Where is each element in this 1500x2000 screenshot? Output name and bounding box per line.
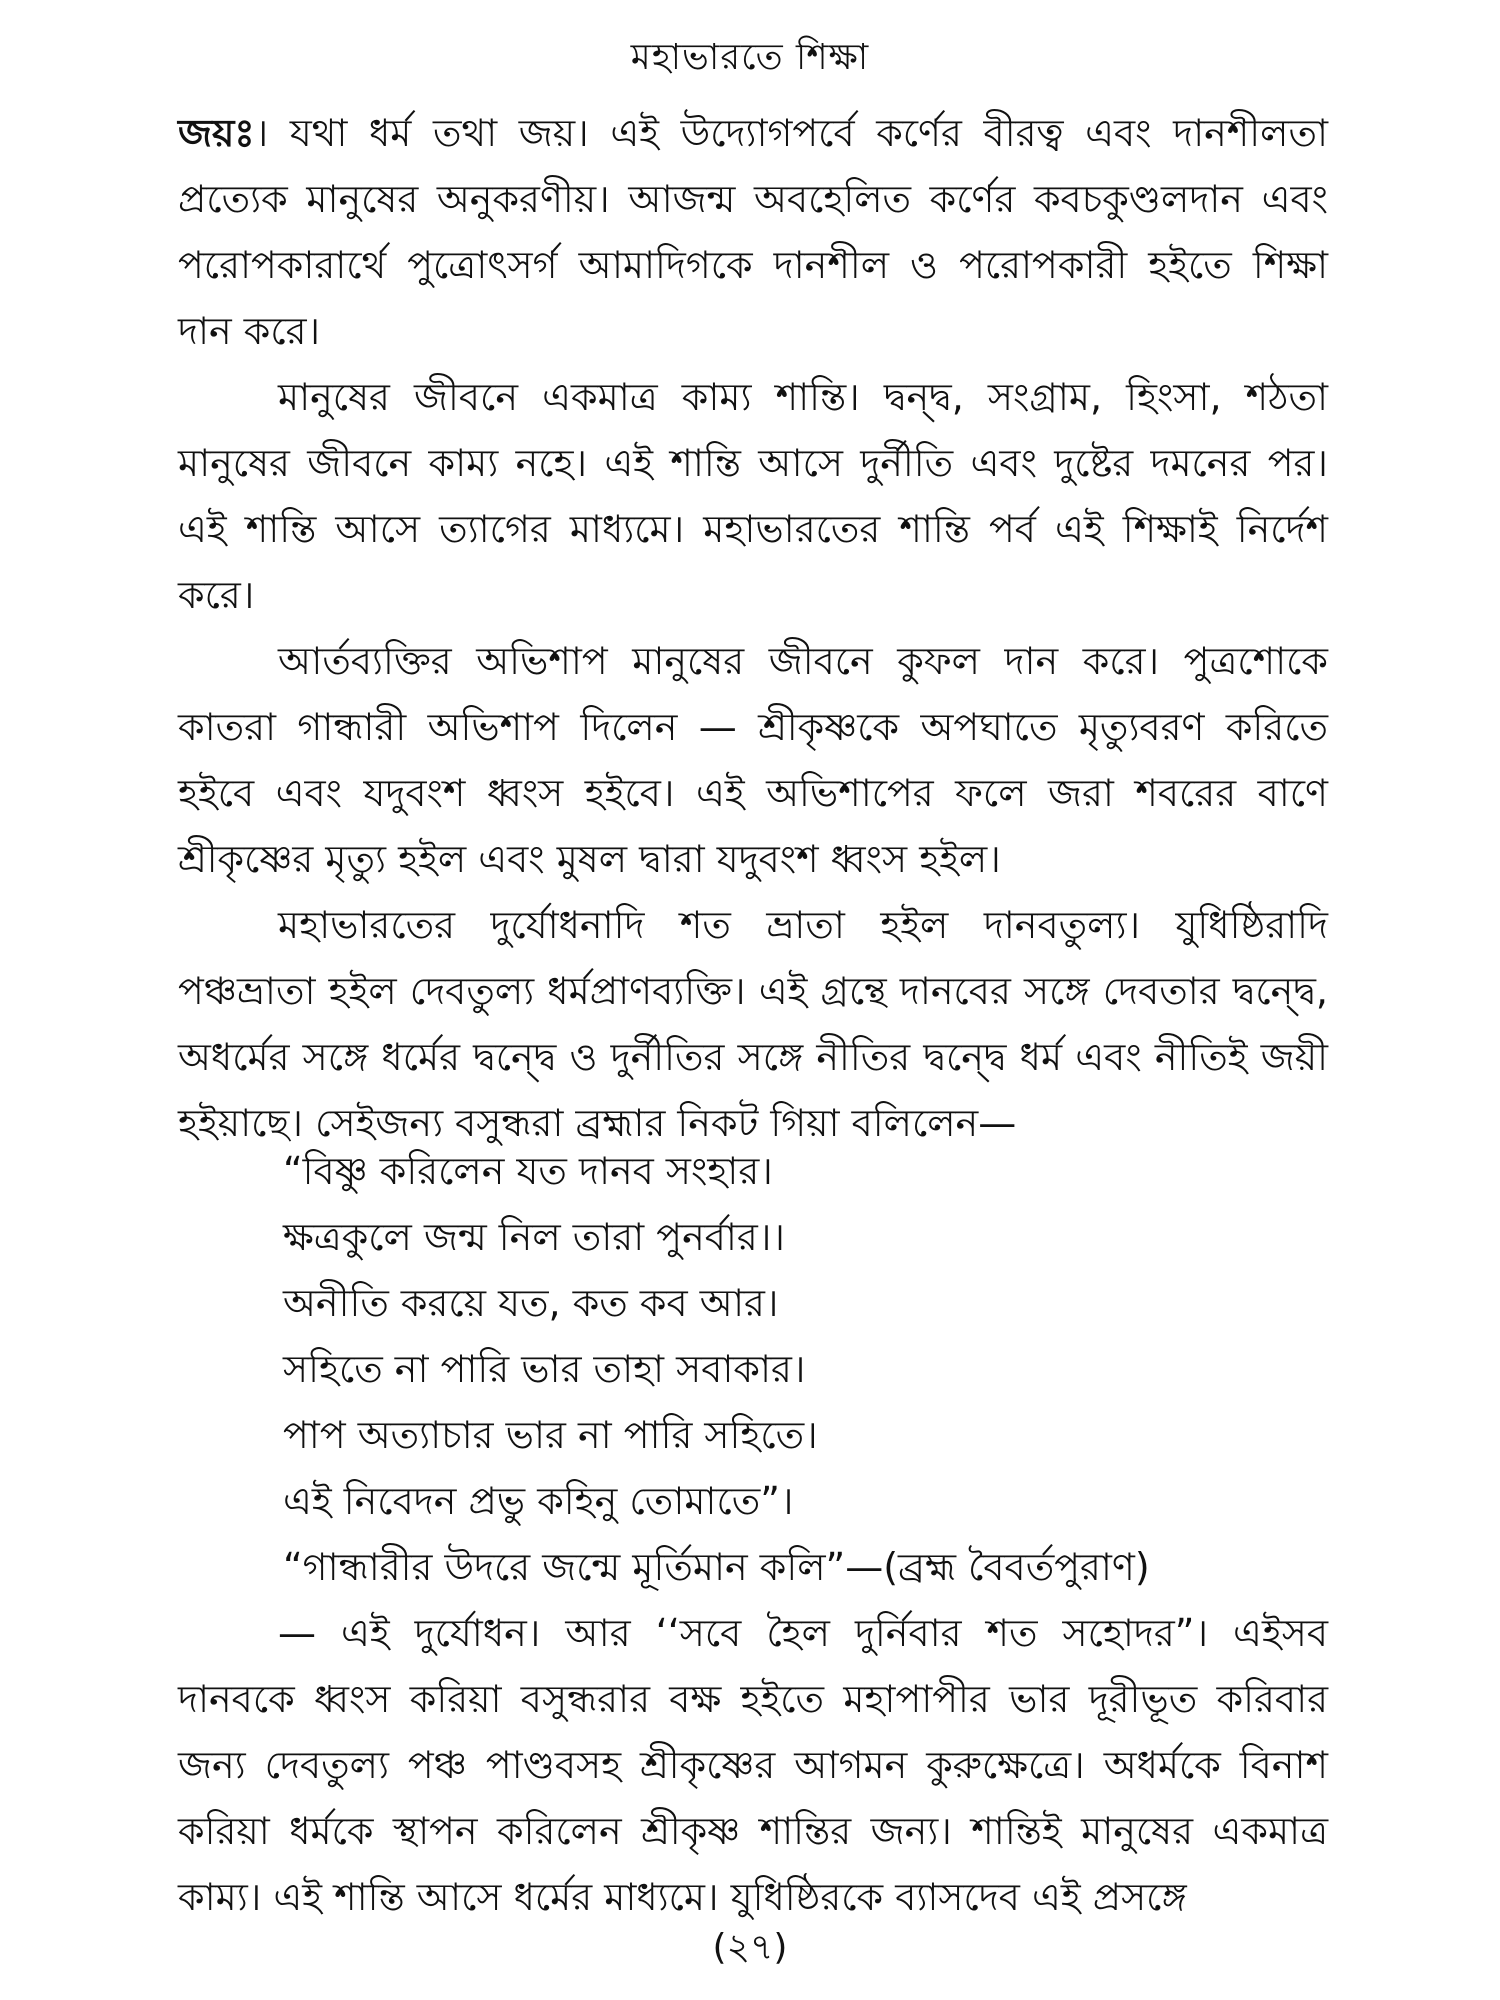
verse-line: সহিতে না পারি ভার তাহা সবাকার। [283,1347,806,1391]
paragraph-lead: জয়ঃ [178,111,255,155]
closing-paragraph: — এই দুর্যোধন। আর ‘‘সবে হৈল দুর্নিবার শত সহোদর”। এইসব দানবকে ধ্বংস করিয়া বসুন্ধরার বক্ষ হইতে মহাপাপীর ভার দূরীভূত করিবার জন্য দেবতুল্য পঞ্চ পাণ্ডবসহ শ্রীকৃষ্ণের আগমন কুরুক্ষেত্রে। অধর্মকে বিনাশ করিয়া ধর্মকে স্থাপন করিলেন শ্রীকৃষ্ণ শান্তির জন্য। শান্তিই মানুষের একমাত্র কাম্য। এই শান্তি আসে ধর্মের মাধ্যমে। যুধিষ্ঠিরকে ব্যাসদেব এই প্রসঙ্গে [178,1611,1328,1919]
paragraph-3: আর্তব্যক্তির অভিশাপ মানুষের জীবনে কুফল দান করে। পুত্রশোকে কাতরা গান্ধারী অভিশাপ দিলেন — শ্রীকৃষ্ণকে অপঘাতে মৃত্যুবরণ করিতে হইবে এবং যদুবংশ ধ্বংস হইবে। এই অভিশাপের ফলে জরা শবরের বাণে শ্রীকৃষ্ণের মৃত্যু হইল এবং মুষল দ্বারা যদুবংশ ধ্বংস হইল। [178,639,1328,881]
paragraph-text: । যথা ধর্ম তথা জয়। এই উদ্যোগপর্বে কর্ণের বীরত্ব এবং দানশীলতা প্রত্যেক মানুষের অনুকরণীয়। আজন্ম অবহেলিত কর্ণের কবচকুণ্ডলদান এবং পরোপকারার্থে পুত্রোৎসর্গ আমাদিগকে দানশীল ও পরোপকারী হইতে শিক্ষা দান করে। [178,111,1328,353]
paragraph-2: মানুষের জীবনে একমাত্র কাম্য শান্তি। দ্বন্দ্ব, সংগ্রাম, হিংসা, শঠতা মানুষের জীবনে কাম্য নহে। এই শান্তি আসে দুর্নীতি এবং দুষ্টের দমনের পর। এই শান্তি আসে ত্যাগের মাধ্যমে। মহাভারতের শান্তি পর্ব এই শিক্ষাই নির্দেশ করে। [178,375,1328,617]
body-text [178,100,1328,1156]
verse-line: এই নিবেদন প্রভু কহিনু তোমাতে”। [283,1479,794,1523]
closing-text [178,1600,1328,1930]
page-number: (২৭) [712,1927,788,1968]
paragraph-1 [178,100,1328,364]
page-header: মহাভারতে শিক্ষা [630,37,870,78]
verse-line: পাপ অত্যাচার ভার না পারি সহিতে। [283,1413,818,1457]
verse-block [283,1138,1383,1600]
verse-line: ক্ষত্রকুলে জন্ম নিল তারা পুনর্বার।। [283,1215,785,1259]
verse-line: “বিষ্ণু করিলেন যত দানব সংহার। [283,1149,773,1193]
verse-line: অনীতি করয়ে যত, কত কব আর। [283,1281,779,1325]
verse-citation: “গান্ধারীর উদরে জন্মে মূর্তিমান কলি”—(ব্রহ্ম বৈবর্তপুরাণ) [283,1545,1150,1589]
paragraph-4: মহাভারতের দুর্যোধনাদি শত ভ্রাতা হইল দানবতুল্য। যুধিষ্ঠিরাদি পঞ্চভ্রাতা হইল দেবতুল্য ধর্মপ্রাণব্যক্তি। এই গ্রন্থে দানবের সঙ্গে দেবতার দ্বন্দ্বে, অধর্মের সঙ্গে ধর্মের দ্বন্দ্বে ও দুর্নীতির সঙ্গে নীতির দ্বন্দ্বে ধর্ম এবং নীতিই জয়ী হইয়াছে। সেইজন্য বসুন্ধরা ব্রহ্মার নিকট গিয়া বলিলেন— [178,903,1328,1145]
